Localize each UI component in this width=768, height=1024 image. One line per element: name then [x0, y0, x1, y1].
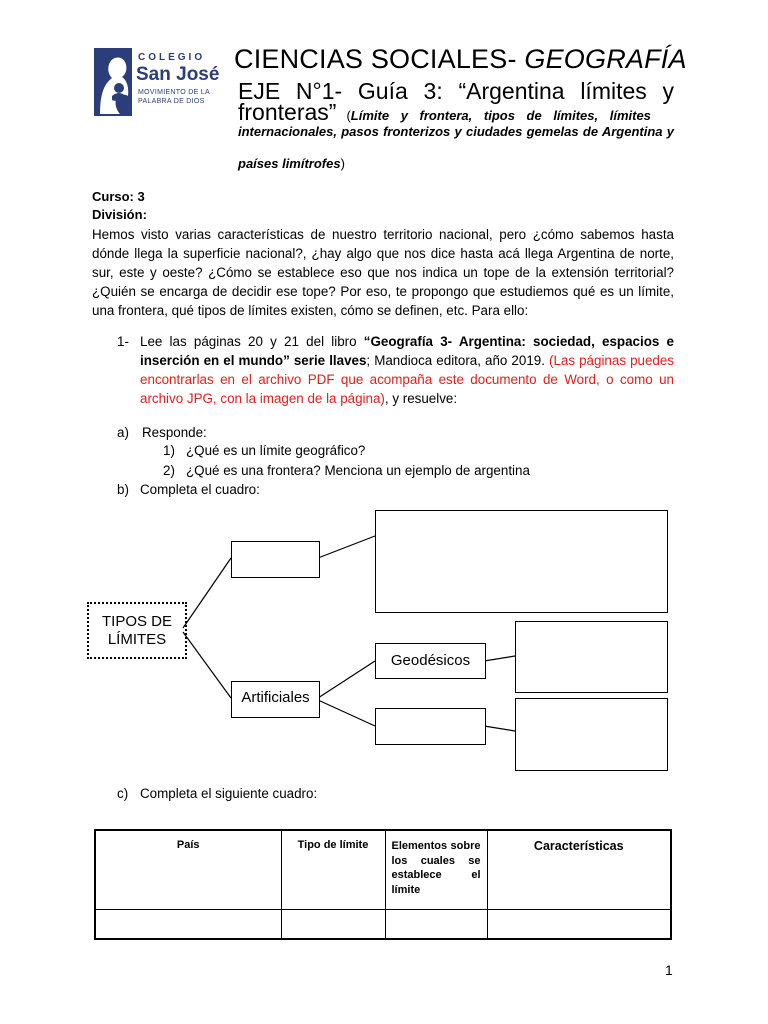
- diagram-geodesicos-label: Geodésicos: [390, 652, 471, 669]
- connector-top-right: [318, 536, 375, 558]
- table-cell-caracteristicas[interactable]: [487, 910, 671, 940]
- table-row: [95, 910, 671, 940]
- question-a1-number: 1): [163, 443, 175, 458]
- course-label: Curso: 3: [92, 189, 145, 204]
- question-a1-text: ¿Qué es un límite geográfico?: [186, 443, 366, 458]
- guide-subtopics: [343, 108, 651, 123]
- diagram-blank-artificial-type[interactable]: [375, 708, 486, 745]
- guide-word: 3:: [423, 78, 443, 104]
- logo-tagline-1: MOVIMIENTO DE LA: [138, 89, 210, 96]
- item-1-number: 1-: [117, 334, 129, 349]
- table-header-row: [95, 830, 671, 910]
- item-1-text-a: Lee las páginas 20 y 21 del libro: [140, 334, 364, 349]
- item-1-text-c: , y resuelve:: [384, 391, 458, 406]
- diagram-artificiales-label: Artificiales: [241, 689, 310, 706]
- guide-title-fronteras: fronteras”: [238, 99, 337, 125]
- guide-word: EJE: [238, 78, 281, 104]
- diagram-blank-artificial-description[interactable]: [515, 698, 668, 771]
- diagram-blank-natural[interactable]: [231, 541, 320, 578]
- page-number: 1: [665, 962, 673, 978]
- diagram-artificiales: [231, 681, 320, 718]
- question-a2-text: ¿Qué es una frontera? Menciona un ejemplo de argentina: [186, 463, 530, 478]
- title-subject: CIENCIAS SOCIALES-: [234, 44, 525, 74]
- question-b-label: b): [117, 482, 129, 497]
- question-a-title: Responde:: [142, 425, 207, 440]
- diagram-blank-natural-description[interactable]: [375, 510, 668, 613]
- guide-word: Guía: [357, 78, 408, 104]
- question-c-label: c): [117, 786, 129, 801]
- guide-word: “Argentina: [458, 78, 565, 104]
- question-a-label: a): [117, 425, 129, 440]
- title-subject-italic: GEOGRAFÍA: [524, 44, 687, 74]
- diagram-root-line-2: LÍMITES: [107, 630, 167, 648]
- diagram-root-line-1: TIPOS DE: [101, 612, 172, 630]
- countries-table: [94, 829, 672, 940]
- guide-subtopics-text: Límite y frontera, tipos de límites, límites: [350, 108, 651, 123]
- table-cell-tipo[interactable]: [281, 910, 385, 940]
- table-cell-pais[interactable]: [95, 910, 281, 940]
- diagram-geodesicos: [375, 643, 486, 679]
- intro-paragraph: Hemos visto varias características de nuestro territorio nacional, pero ¿cómo sabemos hasta dónde llega la superficie nacional?, ¿hay algo que nos dice hasta acá llega Argentina de norte, sur, este y oeste? ¿Cómo se establece eso que nos indica un tope de la extensión territorial? ¿Quién se encarga de decidir ese tope? Por eso, te propongo que estudiemos qué es un límite, una frontera, qué tipos de límites existen, cómo se definen, etc. Para ello:: [92, 227, 674, 318]
- table-header-pais: País: [95, 830, 281, 910]
- guide-word: y: [662, 78, 674, 104]
- question-b-title: Completa el cuadro:: [140, 482, 260, 497]
- diagram-root-tipos-de-limites: [87, 602, 187, 659]
- item-1-text: [140, 332, 674, 408]
- guide-word: N°1-: [295, 78, 343, 104]
- item-1-note-red: (Las páginas puedes encontrarlas en el archivo PDF que acompaña este documento de Word, o como un archivo JPG, con la imagen de la página): [140, 353, 674, 406]
- diagram-blank-geodesicos-description[interactable]: [515, 621, 668, 693]
- paren-close: ): [340, 156, 345, 171]
- guide-subtopics-line-2: internacionales, pasos fronterizos y ciudades gemelas de Argentina y: [238, 124, 674, 139]
- question-a2-number: 2): [163, 463, 175, 478]
- table-header-tipo: Tipo de límite: [281, 830, 385, 910]
- guide-title-line-2: [238, 99, 674, 126]
- connector-art-geo: [318, 661, 375, 698]
- connector-empty-right: [484, 726, 515, 731]
- connector-art-empty: [318, 700, 375, 726]
- guide-subtopics-line-3: [238, 156, 345, 171]
- table-header-caracteristicas: Características: [487, 830, 671, 910]
- connector-geo-right: [484, 656, 515, 661]
- table-cell-elementos[interactable]: [385, 910, 487, 940]
- guide-word: límites: [580, 78, 647, 104]
- school-logo: [92, 44, 222, 130]
- logo-tagline-2: PALABRA DE DIOS: [138, 98, 205, 105]
- question-c-title: Completa el siguiente cuadro:: [140, 786, 318, 801]
- division-label: División:: [92, 207, 147, 222]
- table-header-elementos: Elementos sobre los cuales se establece el límite: [385, 830, 487, 910]
- logo-word-san-jose: San José: [136, 64, 220, 85]
- paren-open: (: [346, 108, 351, 123]
- book-title: “Geografía 3- Argentina: sociedad, espacios e inserción en el mundo” serie llaves: [140, 334, 674, 368]
- logo-word-colegio: COLEGIO: [138, 52, 206, 63]
- guide-subtopics-end: países limítrofes: [238, 156, 341, 171]
- page-title: [234, 44, 687, 75]
- connector-root-bottom: [183, 632, 231, 698]
- item-1-text-b: ; Mandioca editora, año 2019.: [366, 353, 549, 368]
- connector-root-top: [183, 558, 231, 628]
